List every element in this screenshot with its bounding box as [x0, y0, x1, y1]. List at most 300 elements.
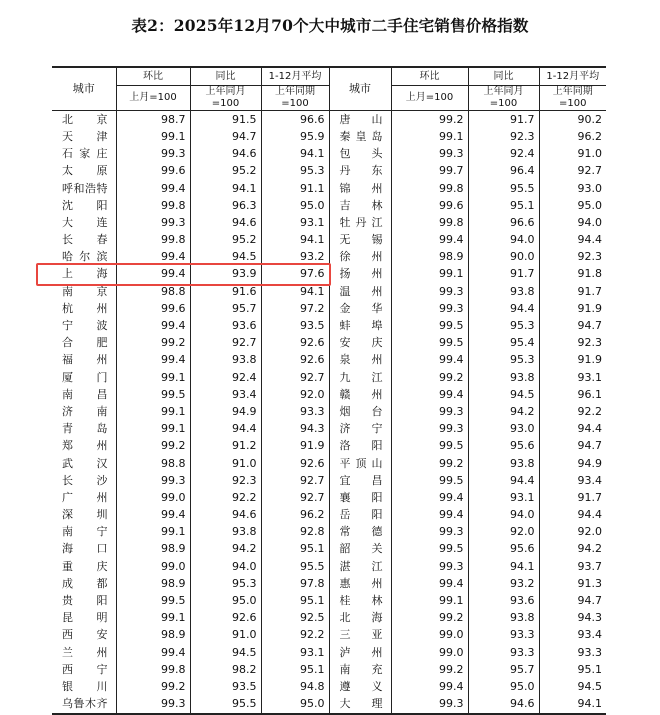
cell-yoy-right: 92.0 [468, 524, 539, 541]
table-row [52, 541, 606, 558]
cell-yoy-left: 95.3 [190, 575, 261, 592]
price-index-table [52, 66, 606, 715]
header-city-right: 城市 [329, 67, 391, 111]
cell-yoy-right: 94.1 [468, 558, 539, 575]
cell-mom-right: 99.3 [391, 403, 468, 420]
cell-city-left: 乌鲁木齐 [52, 696, 116, 714]
cell-mom-left: 99.1 [116, 403, 190, 420]
cell-mom-right: 99.8 [391, 214, 468, 231]
cell-city-left: 石家庄 [62, 147, 108, 161]
cell-yoy-left: 92.6 [190, 610, 261, 627]
cell-yoy-left: 95.2 [190, 232, 261, 249]
cell-city-right: 南充 [329, 661, 391, 678]
cell-yoy-left: 93.9 [190, 266, 261, 283]
header-yoy-right: 同比 [468, 67, 539, 86]
cell-avg-right: 93.1 [539, 369, 606, 386]
header-avg-right: 1-12月平均 [539, 67, 606, 86]
cell-avg-left: 93.2 [261, 249, 329, 266]
header-mom-right: 环比 [391, 67, 468, 86]
cell-yoy-right: 93.1 [468, 489, 539, 506]
cell-city-left: 西安 [62, 628, 108, 642]
cell-mom-right: 99.8 [391, 180, 468, 197]
cell-avg-right: 94.0 [539, 214, 606, 231]
cell-city-right: 北海 [329, 610, 391, 627]
cell-avg-left: 92.7 [261, 369, 329, 386]
cell-avg-right: 91.9 [539, 300, 606, 317]
cell-city-left: 广州 [62, 490, 108, 504]
table-row [52, 111, 606, 129]
table-row [52, 524, 606, 541]
cell-avg-left: 97.2 [261, 300, 329, 317]
header-avg-base-line2: =100 [559, 98, 587, 110]
cell-yoy-right: 93.8 [468, 455, 539, 472]
header-yoy-base-line1: 上年同月 [483, 86, 524, 98]
cell-avg-left: 92.2 [261, 627, 329, 644]
cell-avg-right: 91.7 [539, 283, 606, 300]
cell-yoy-left: 94.1 [190, 180, 261, 197]
cell-avg-right: 92.3 [539, 335, 606, 352]
cell-yoy-left: 95.2 [190, 163, 261, 180]
cell-mom-left: 99.3 [116, 472, 190, 489]
cell-city-left: 深圳 [62, 508, 108, 522]
header-yoy-base-left [190, 86, 261, 111]
cell-yoy-right: 95.3 [468, 317, 539, 334]
header-city-left: 城市 [52, 67, 116, 111]
cell-avg-left: 93.5 [261, 317, 329, 334]
cell-city-right: 温州 [329, 283, 391, 300]
cell-mom-right: 99.4 [391, 386, 468, 403]
cell-mom-left: 99.1 [116, 524, 190, 541]
cell-yoy-right: 95.5 [468, 180, 539, 197]
cell-city-right: 大理 [329, 696, 391, 714]
cell-avg-right: 94.4 [539, 421, 606, 438]
table-row [52, 438, 606, 455]
cell-city-right: 遵义 [329, 678, 391, 695]
cell-avg-right: 96.2 [539, 128, 606, 145]
cell-city-left: 昆明 [62, 611, 108, 625]
cell-yoy-right: 93.3 [468, 627, 539, 644]
cell-yoy-right: 95.4 [468, 335, 539, 352]
header-yoy-base-line2: =100 [489, 98, 518, 110]
cell-yoy-left: 93.5 [190, 678, 261, 695]
cell-yoy-left: 94.0 [190, 558, 261, 575]
cell-mom-left: 99.5 [116, 386, 190, 403]
cell-yoy-right: 95.6 [468, 541, 539, 558]
cell-city-left: 沈阳 [62, 198, 108, 212]
cell-mom-right: 99.2 [391, 369, 468, 386]
cell-mom-left: 99.2 [116, 678, 190, 695]
cell-avg-right: 93.4 [539, 472, 606, 489]
cell-city-right: 常德 [329, 524, 391, 541]
cell-mom-left: 98.9 [116, 575, 190, 592]
cell-mom-left: 99.3 [116, 214, 190, 231]
table-row [52, 558, 606, 575]
cell-yoy-left: 91.0 [190, 627, 261, 644]
cell-avg-left: 94.1 [261, 283, 329, 300]
cell-yoy-right: 92.3 [468, 128, 539, 145]
cell-mom-right: 99.7 [391, 163, 468, 180]
cell-avg-right: 90.2 [539, 111, 606, 129]
table-row [52, 627, 606, 644]
header-avg-base-left [261, 86, 329, 111]
cell-yoy-left: 94.2 [190, 541, 261, 558]
cell-avg-left: 95.1 [261, 541, 329, 558]
cell-city-right: 包头 [329, 146, 391, 163]
cell-yoy-left: 94.5 [190, 644, 261, 661]
cell-city-right: 安庆 [329, 335, 391, 352]
cell-avg-right: 94.2 [539, 541, 606, 558]
cell-avg-right: 92.2 [539, 403, 606, 420]
cell-avg-right: 94.9 [539, 455, 606, 472]
cell-avg-left: 93.1 [261, 214, 329, 231]
cell-yoy-left: 91.0 [190, 455, 261, 472]
cell-mom-right: 99.0 [391, 644, 468, 661]
cell-yoy-right: 94.6 [468, 696, 539, 714]
cell-avg-right: 92.0 [539, 524, 606, 541]
cell-mom-right: 99.3 [391, 558, 468, 575]
table-row [52, 180, 606, 197]
cell-city-left: 哈尔滨 [62, 250, 108, 264]
table-row [52, 214, 606, 231]
table-row [52, 507, 606, 524]
cell-mom-right: 99.3 [391, 146, 468, 163]
table-row [52, 455, 606, 472]
cell-yoy-left: 94.9 [190, 403, 261, 420]
cell-avg-left: 94.3 [261, 421, 329, 438]
table-row [52, 266, 606, 283]
cell-yoy-right: 95.6 [468, 438, 539, 455]
cell-yoy-right: 94.4 [468, 472, 539, 489]
cell-city-right: 烟台 [329, 403, 391, 420]
table-row [52, 610, 606, 627]
cell-city-right: 唐山 [329, 111, 391, 129]
cell-city-right: 扬州 [329, 266, 391, 283]
cell-avg-right: 91.8 [539, 266, 606, 283]
table-row [52, 317, 606, 334]
table-row [52, 592, 606, 609]
cell-yoy-right: 96.4 [468, 163, 539, 180]
cell-yoy-left: 92.2 [190, 489, 261, 506]
cell-yoy-left: 95.5 [190, 696, 261, 714]
table-row [52, 163, 606, 180]
table-row [52, 421, 606, 438]
cell-mom-right: 99.4 [391, 507, 468, 524]
cell-city-right: 赣州 [329, 386, 391, 403]
cell-avg-right: 94.5 [539, 678, 606, 695]
cell-city-right: 三亚 [329, 627, 391, 644]
cell-mom-right: 99.2 [391, 111, 468, 129]
cell-mom-left: 99.3 [116, 146, 190, 163]
cell-avg-left: 95.9 [261, 128, 329, 145]
table-row [52, 696, 606, 714]
cell-avg-left: 93.1 [261, 644, 329, 661]
cell-mom-left: 99.2 [116, 438, 190, 455]
cell-yoy-right: 93.6 [468, 592, 539, 609]
cell-city-left: 成都 [62, 576, 108, 590]
table-row [52, 335, 606, 352]
cell-mom-right: 99.2 [391, 610, 468, 627]
cell-yoy-left: 91.5 [190, 111, 261, 129]
cell-avg-left: 95.5 [261, 558, 329, 575]
cell-avg-right: 91.9 [539, 352, 606, 369]
cell-yoy-right: 93.3 [468, 644, 539, 661]
cell-yoy-left: 95.7 [190, 300, 261, 317]
table-row [52, 489, 606, 506]
cell-mom-right: 99.1 [391, 592, 468, 609]
cell-mom-left: 99.1 [116, 128, 190, 145]
cell-avg-left: 91.1 [261, 180, 329, 197]
cell-mom-left: 99.3 [116, 696, 190, 714]
cell-avg-right: 94.1 [539, 696, 606, 714]
cell-city-right: 吉林 [329, 197, 391, 214]
cell-mom-right: 99.4 [391, 232, 468, 249]
cell-city-left: 青岛 [62, 422, 108, 436]
cell-city-right: 宜昌 [329, 472, 391, 489]
cell-city-right: 桂林 [329, 592, 391, 609]
cell-yoy-right: 94.0 [468, 507, 539, 524]
cell-city-right: 泉州 [329, 352, 391, 369]
cell-yoy-right: 91.7 [468, 111, 539, 129]
cell-mom-right: 99.5 [391, 438, 468, 455]
cell-avg-left: 96.2 [261, 507, 329, 524]
cell-mom-left: 99.4 [116, 507, 190, 524]
cell-yoy-right: 94.2 [468, 403, 539, 420]
table-row [52, 146, 606, 163]
cell-mom-left: 98.9 [116, 627, 190, 644]
cell-yoy-left: 92.7 [190, 335, 261, 352]
cell-avg-left: 95.3 [261, 163, 329, 180]
cell-mom-left: 99.8 [116, 661, 190, 678]
cell-yoy-left: 94.6 [190, 507, 261, 524]
cell-yoy-left: 94.4 [190, 421, 261, 438]
cell-avg-right: 91.3 [539, 575, 606, 592]
cell-avg-right: 94.7 [539, 592, 606, 609]
cell-city-left: 北京 [62, 112, 108, 126]
cell-city-left: 上海 [62, 267, 108, 281]
cell-mom-right: 99.3 [391, 421, 468, 438]
cell-city-left: 海口 [62, 542, 108, 556]
cell-yoy-left: 91.2 [190, 438, 261, 455]
cell-avg-right: 94.7 [539, 317, 606, 334]
cell-mom-left: 99.8 [116, 232, 190, 249]
header-mom-base-left: 上月=100 [116, 86, 190, 111]
cell-city-right: 九江 [329, 369, 391, 386]
cell-mom-right: 99.6 [391, 197, 468, 214]
cell-avg-left: 92.7 [261, 472, 329, 489]
header-yoy-left: 同比 [190, 67, 261, 86]
cell-mom-right: 99.3 [391, 696, 468, 714]
cell-avg-right: 93.3 [539, 644, 606, 661]
cell-mom-right: 99.1 [391, 266, 468, 283]
cell-avg-left: 92.6 [261, 455, 329, 472]
cell-yoy-left: 94.7 [190, 128, 261, 145]
cell-yoy-left: 94.6 [190, 146, 261, 163]
cell-avg-left: 92.6 [261, 352, 329, 369]
cell-mom-left: 99.6 [116, 163, 190, 180]
cell-city-right: 蚌埠 [329, 317, 391, 334]
cell-avg-left: 95.0 [261, 197, 329, 214]
cell-mom-left: 98.7 [116, 111, 190, 129]
cell-avg-left: 92.6 [261, 335, 329, 352]
cell-city-left: 宁波 [62, 319, 108, 333]
table-row [52, 386, 606, 403]
cell-yoy-left: 93.4 [190, 386, 261, 403]
table-title: 表2：2025年12月70个大中城市二手住宅销售价格指数 [131, 16, 529, 35]
cell-city-right: 徐州 [329, 249, 391, 266]
cell-yoy-left: 92.4 [190, 369, 261, 386]
cell-mom-left: 99.0 [116, 558, 190, 575]
cell-avg-right: 92.7 [539, 163, 606, 180]
table-row [52, 403, 606, 420]
cell-yoy-left: 93.8 [190, 352, 261, 369]
cell-city-left: 福州 [62, 353, 108, 367]
cell-mom-right: 99.1 [391, 128, 468, 145]
cell-city-right: 惠州 [329, 575, 391, 592]
cell-mom-left: 99.6 [116, 300, 190, 317]
cell-city-left: 南京 [62, 284, 108, 298]
table-row [52, 197, 606, 214]
cell-avg-left: 96.6 [261, 111, 329, 129]
cell-avg-right: 93.7 [539, 558, 606, 575]
cell-city-left: 呼和浩特 [62, 181, 108, 195]
table-row [52, 300, 606, 317]
cell-city-right: 锦州 [329, 180, 391, 197]
cell-mom-left: 99.4 [116, 352, 190, 369]
cell-yoy-right: 93.8 [468, 369, 539, 386]
cell-yoy-right: 93.2 [468, 575, 539, 592]
cell-mom-right: 98.9 [391, 249, 468, 266]
cell-mom-left: 98.8 [116, 283, 190, 300]
cell-city-left: 杭州 [62, 301, 108, 315]
cell-mom-left: 99.4 [116, 266, 190, 283]
header-yoy-base-line2: =100 [211, 98, 240, 110]
cell-avg-left: 92.0 [261, 386, 329, 403]
cell-city-right: 韶关 [329, 541, 391, 558]
cell-avg-right: 94.4 [539, 507, 606, 524]
table-row [52, 661, 606, 678]
cell-avg-left: 94.1 [261, 146, 329, 163]
cell-avg-left: 93.3 [261, 403, 329, 420]
table-row [52, 644, 606, 661]
cell-city-right: 济宁 [329, 421, 391, 438]
cell-avg-left: 94.8 [261, 678, 329, 695]
cell-avg-left: 91.9 [261, 438, 329, 455]
cell-avg-right: 95.1 [539, 661, 606, 678]
cell-city-right: 牡丹江 [329, 214, 391, 231]
cell-avg-left: 94.1 [261, 232, 329, 249]
cell-mom-left: 99.1 [116, 421, 190, 438]
cell-city-left: 兰州 [62, 645, 108, 659]
cell-mom-right: 99.0 [391, 627, 468, 644]
cell-avg-right: 91.0 [539, 146, 606, 163]
cell-avg-right: 95.0 [539, 197, 606, 214]
table-row [52, 232, 606, 249]
cell-yoy-left: 96.3 [190, 197, 261, 214]
table-row [52, 678, 606, 695]
cell-city-left: 西宁 [62, 662, 108, 676]
cell-yoy-right: 95.7 [468, 661, 539, 678]
cell-city-left: 济南 [62, 404, 108, 418]
table-row [52, 352, 606, 369]
cell-city-left: 银川 [62, 679, 108, 693]
cell-mom-left: 99.0 [116, 489, 190, 506]
cell-city-left: 长春 [62, 233, 108, 247]
cell-avg-right: 96.1 [539, 386, 606, 403]
cell-yoy-right: 95.1 [468, 197, 539, 214]
cell-mom-left: 99.1 [116, 369, 190, 386]
cell-mom-left: 98.9 [116, 541, 190, 558]
cell-avg-right: 94.4 [539, 232, 606, 249]
cell-yoy-right: 93.8 [468, 283, 539, 300]
cell-mom-right: 99.2 [391, 661, 468, 678]
header-row-top [52, 67, 606, 86]
cell-yoy-right: 91.7 [468, 266, 539, 283]
cell-mom-right: 99.5 [391, 472, 468, 489]
cell-city-right: 湛江 [329, 558, 391, 575]
cell-avg-left: 92.8 [261, 524, 329, 541]
cell-city-right: 洛阳 [329, 438, 391, 455]
table-row [52, 369, 606, 386]
cell-yoy-right: 93.8 [468, 610, 539, 627]
cell-mom-right: 99.5 [391, 335, 468, 352]
table-row [52, 283, 606, 300]
cell-city-left: 太原 [62, 164, 108, 178]
cell-mom-left: 99.1 [116, 610, 190, 627]
cell-yoy-right: 96.6 [468, 214, 539, 231]
cell-mom-left: 99.8 [116, 197, 190, 214]
cell-avg-left: 97.6 [261, 266, 329, 283]
cell-avg-left: 95.1 [261, 661, 329, 678]
cell-mom-left: 99.2 [116, 335, 190, 352]
cell-mom-right: 99.4 [391, 575, 468, 592]
cell-yoy-left: 98.2 [190, 661, 261, 678]
cell-avg-right: 93.4 [539, 627, 606, 644]
header-mom-left: 环比 [116, 67, 190, 86]
table-body [52, 111, 606, 714]
cell-city-right: 秦皇岛 [329, 128, 391, 145]
cell-city-left: 天津 [62, 129, 108, 143]
cell-city-left: 武汉 [62, 456, 108, 470]
cell-mom-right: 99.2 [391, 455, 468, 472]
cell-mom-right: 99.4 [391, 352, 468, 369]
table-row [52, 128, 606, 145]
cell-avg-right: 91.7 [539, 489, 606, 506]
cell-mom-right: 99.3 [391, 300, 468, 317]
cell-avg-left: 97.8 [261, 575, 329, 592]
cell-mom-right: 99.3 [391, 524, 468, 541]
cell-city-left: 郑州 [62, 439, 108, 453]
cell-mom-left: 98.8 [116, 455, 190, 472]
cell-yoy-left: 93.8 [190, 524, 261, 541]
cell-mom-left: 99.4 [116, 317, 190, 334]
cell-city-left: 合肥 [62, 336, 108, 350]
cell-yoy-right: 95.0 [468, 678, 539, 695]
cell-city-right: 泸州 [329, 644, 391, 661]
cell-city-right: 岳阳 [329, 507, 391, 524]
cell-city-right: 平顶山 [329, 455, 391, 472]
cell-city-right: 金华 [329, 300, 391, 317]
cell-yoy-left: 95.0 [190, 592, 261, 609]
header-avg-left: 1-12月平均 [261, 67, 329, 86]
cell-yoy-left: 91.6 [190, 283, 261, 300]
cell-yoy-right: 94.5 [468, 386, 539, 403]
cell-city-right: 无锡 [329, 232, 391, 249]
cell-yoy-left: 94.6 [190, 214, 261, 231]
cell-avg-right: 94.3 [539, 610, 606, 627]
cell-city-left: 南宁 [62, 525, 108, 539]
cell-city-left: 重庆 [62, 559, 108, 573]
header-avg-base-line1: 上年同期 [552, 86, 593, 98]
